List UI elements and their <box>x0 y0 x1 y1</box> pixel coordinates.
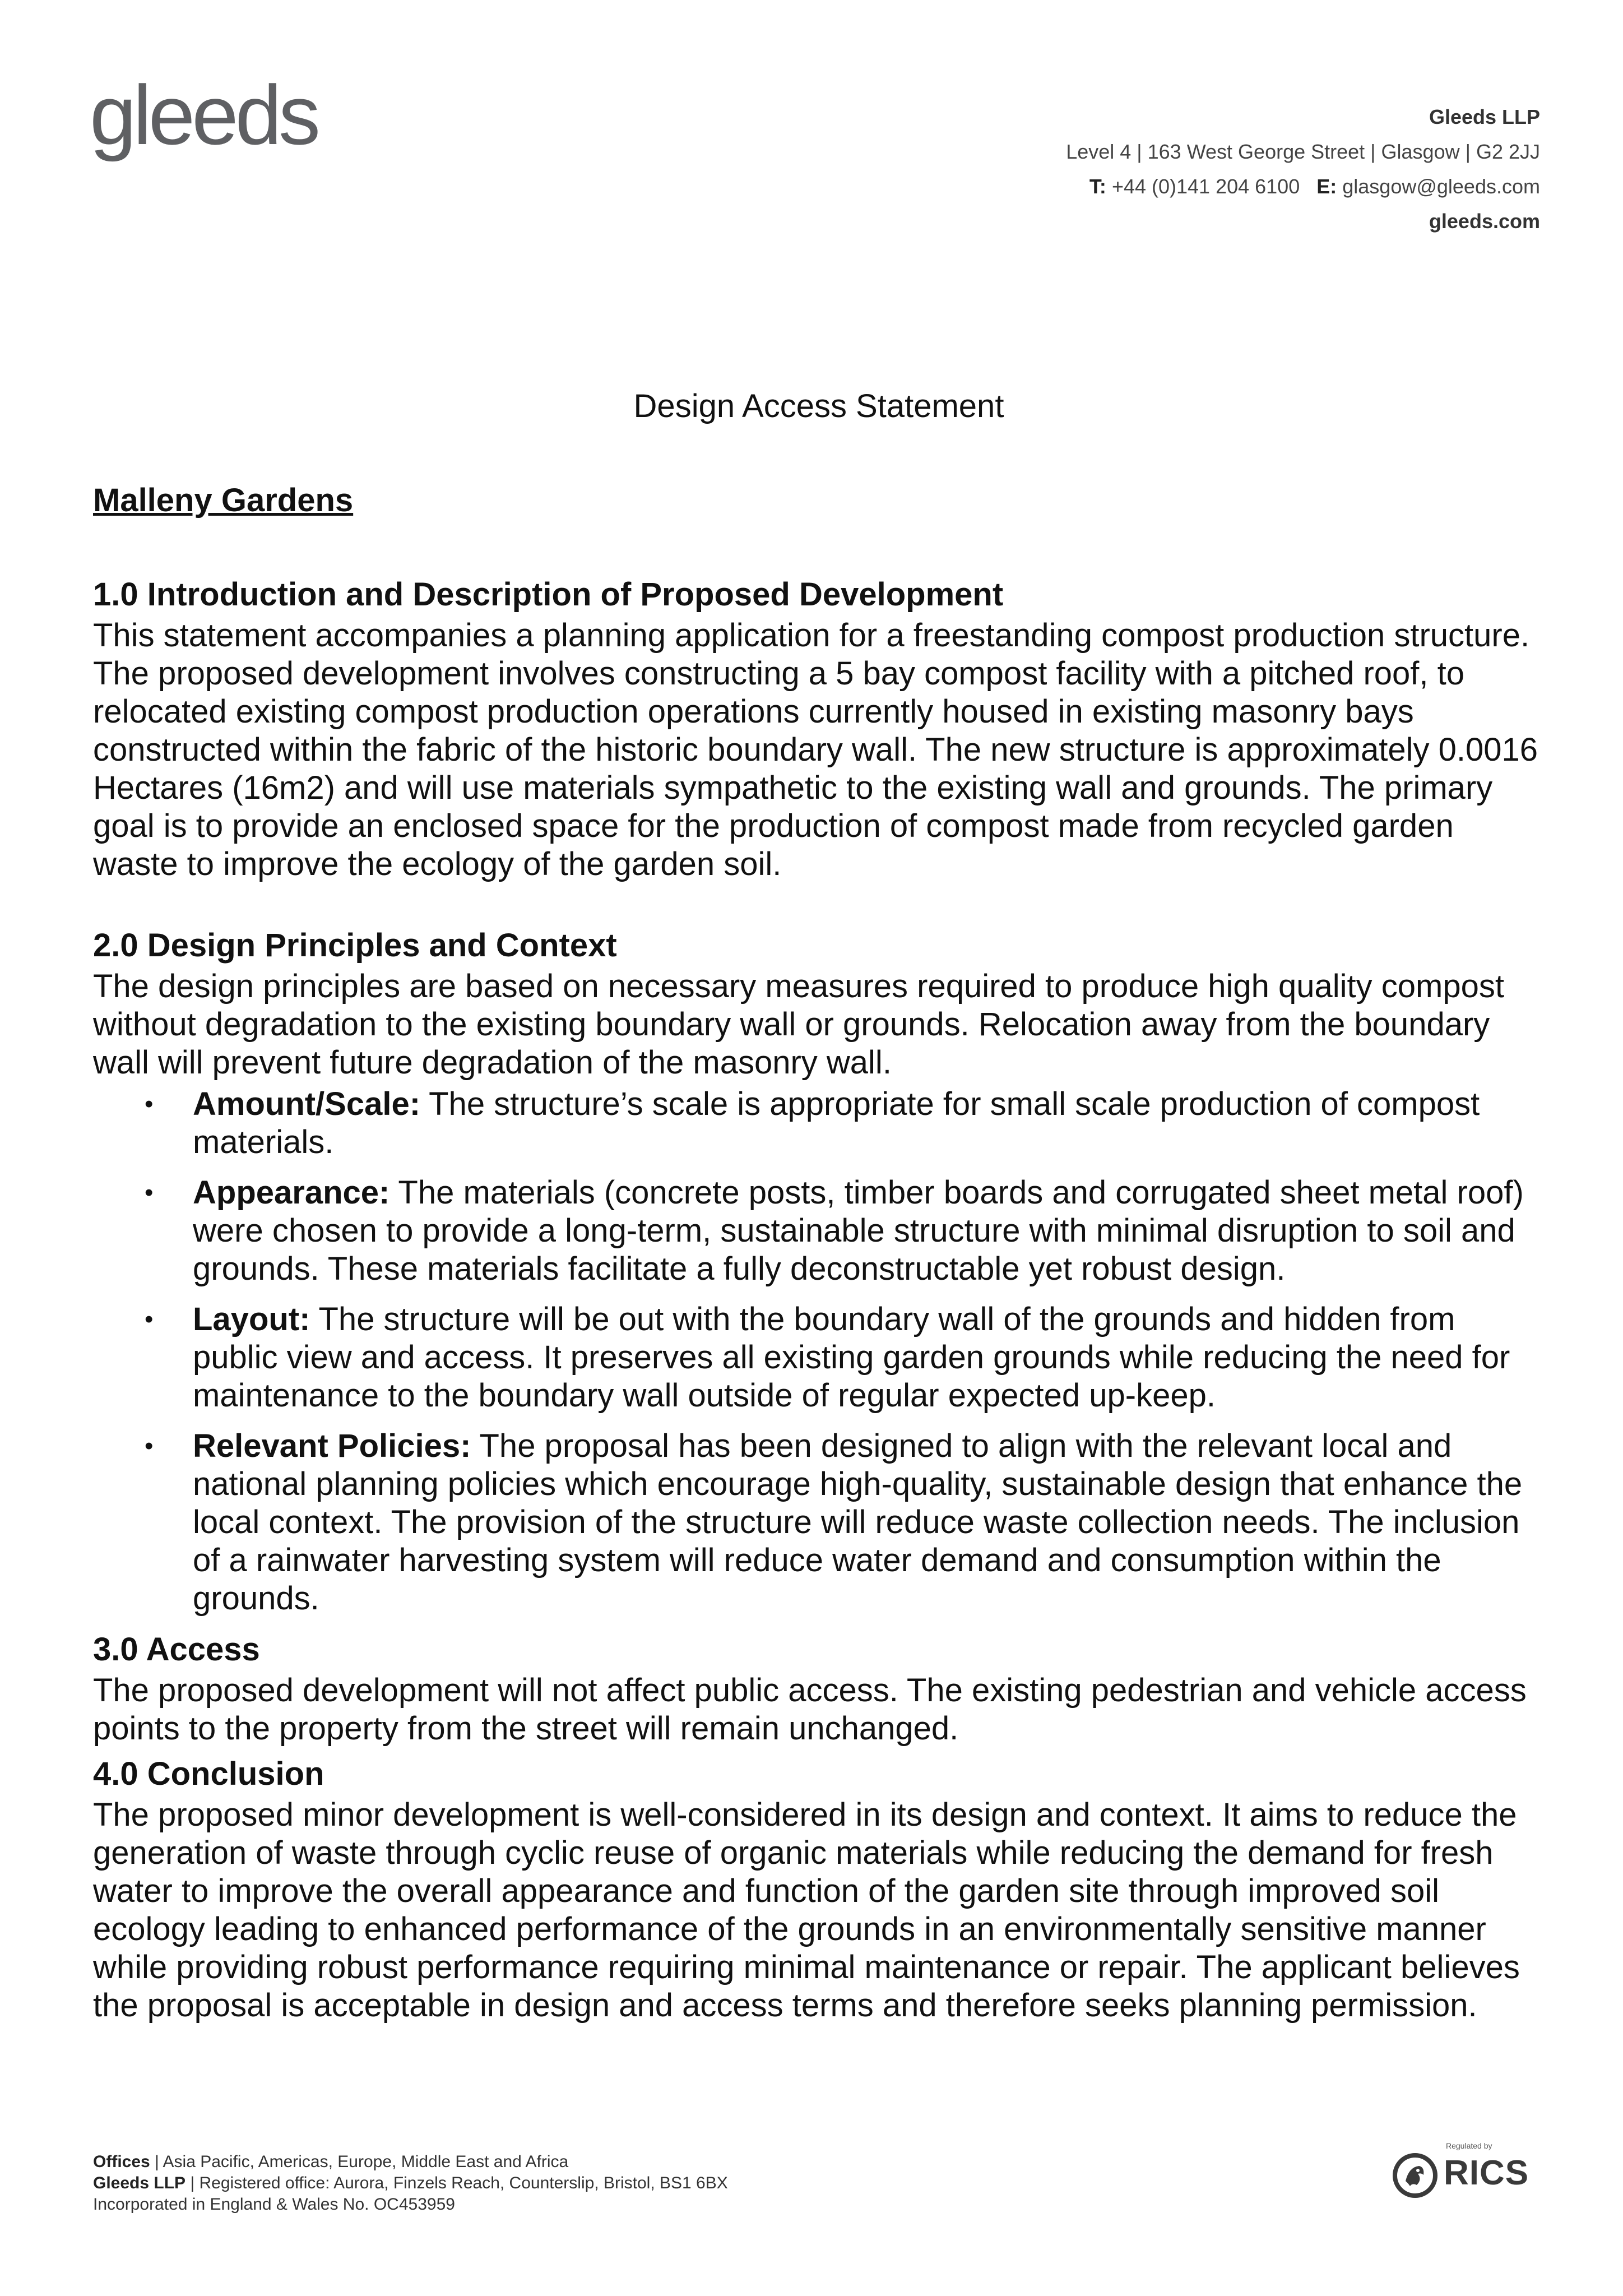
section-body-conclusion: The proposed minor development is well-considered in its design and context. It aims to reduce the generation of waste through cyclic reuse of organic materials while reducing the demand for fresh water to improve the overall appearance and function of the garden site through improved soil ecology leading to enhanced performance of the grounds in an environmentally sensitive manner while providing robust performance requiring minimal maintenance or repair. The applicant believes the proposal is acceptable in design and access terms and therefore seeks planning permission. <box>93 1797 1520 2024</box>
bullet-text: The structure will be out with the boundary wall of the grounds and hidden from public view and access. It preserves all existing garden grounds while reducing the need for maintenance to the boundary wall outside of regular expected up-keep. <box>193 1301 1510 1414</box>
section-heading-design-principles: 2.0 Design Principles and Context <box>93 927 617 964</box>
project-title: Malleny Gardens <box>93 482 354 519</box>
rics-wordmark: RICS <box>1444 2154 1529 2192</box>
rics-badge <box>1390 2141 1536 2203</box>
page-footer <box>93 2151 934 2215</box>
website: gleeds.com <box>1429 210 1540 233</box>
rics-lion-icon <box>1390 2150 1440 2201</box>
offices-label: Offices <box>93 2152 150 2171</box>
registered-office: | Registered office: Aurora, Finzels Reach, Counterslip, Bristol, BS1 6BX <box>186 2174 728 2192</box>
bullet-term: Relevant Policies: <box>193 1428 471 1464</box>
bullet-icon: • <box>145 1306 154 1333</box>
bullet-term: Appearance: <box>193 1174 390 1211</box>
design-principles-list <box>93 1085 1545 1618</box>
list-item <box>93 1300 1545 1415</box>
bullet-icon: • <box>145 1179 154 1206</box>
footer-offices <box>93 2151 934 2173</box>
bullet-term: Amount/Scale: <box>193 1086 421 1122</box>
section-body-introduction: This statement accompanies a planning application for a freestanding compost production structure. The proposed development involves constructing a 5 bay compost facility with a pitched roof, to relocated existing compost production operations currently housed in existing masonry bays constructed within the fabric of the historic boundary wall. The new structure is approximately 0.0016 Hectares (16m2) and will use materials sympathetic to the existing wall and grounds. The primary goal is to provide an enclosed space for the production of compost made from recycled garden waste to improve the ecology of the garden soil. <box>93 617 1538 882</box>
phone-label: T: <box>1089 175 1106 198</box>
footer-incorporation: Incorporated in England & Wales No. OC453959 <box>93 2195 455 2214</box>
phone-number: +44 (0)141 204 6100 <box>1111 175 1300 198</box>
letterhead <box>868 100 1540 239</box>
footer-registered <box>93 2173 934 2194</box>
section-body-design-principles: The design principles are based on necessary measures required to produce high quality compost without degradation to the existing boundary wall or grounds. Relocation away from the boundary wall will prevent future degradation of the masonry wall. <box>93 968 1504 1081</box>
bullet-text: The structure’s scale is appropriate for small scale production of compost materials. <box>193 1086 1480 1160</box>
bullet-icon: • <box>145 1432 154 1460</box>
gleeds-logo: gleeds <box>90 68 318 162</box>
section-heading-access: 3.0 Access <box>93 1631 260 1668</box>
firm-label: Gleeds LLP <box>93 2174 186 2192</box>
bullet-icon: • <box>145 1090 154 1118</box>
section-heading-introduction: 1.0 Introduction and Description of Proposed Development <box>93 576 1004 613</box>
bullet-text: The proposal has been designed to align with the relevant local and national planning policies which encourage high-quality, sustainable design that enhance the local context. The provision of the structure will reduce waste collection needs. The inclusion of a rainwater harvesting system will reduce water demand and consumption within the grounds. <box>193 1428 1523 1617</box>
email-address: glasgow@gleeds.com <box>1342 175 1540 198</box>
section-body-access: The proposed development will not affect public access. The existing pedestrian and vehicle access points to the property from the street will remain unchanged. <box>93 1672 1527 1747</box>
section-heading-conclusion: 4.0 Conclusion <box>93 1756 324 1792</box>
list-item <box>93 1085 1545 1161</box>
list-item <box>93 1174 1545 1288</box>
contact-line <box>868 169 1540 204</box>
firm-name: Gleeds LLP <box>1429 105 1540 128</box>
list-item <box>93 1427 1545 1618</box>
bullet-text: The materials (concrete posts, timber boards and corrugated sheet metal roof) were chosen to provide a long-term, sustainable structure with minimal disruption to soil and grounds. These materials facilitate a fully deconstructable yet robust design. <box>193 1174 1524 1287</box>
regulated-by-label: Regulated by <box>1446 2141 1492 2150</box>
bullet-term: Layout: <box>193 1301 310 1337</box>
document-body <box>93 387 1545 2025</box>
email-label: E: <box>1316 175 1337 198</box>
offices-text: | Asia Pacific, Americas, Europe, Middle East and Africa <box>150 2152 569 2171</box>
document-title: Design Access Statement <box>633 388 1004 424</box>
firm-address: Level 4 | 163 West George Street | Glasgow | G2 2JJ <box>1066 140 1540 163</box>
